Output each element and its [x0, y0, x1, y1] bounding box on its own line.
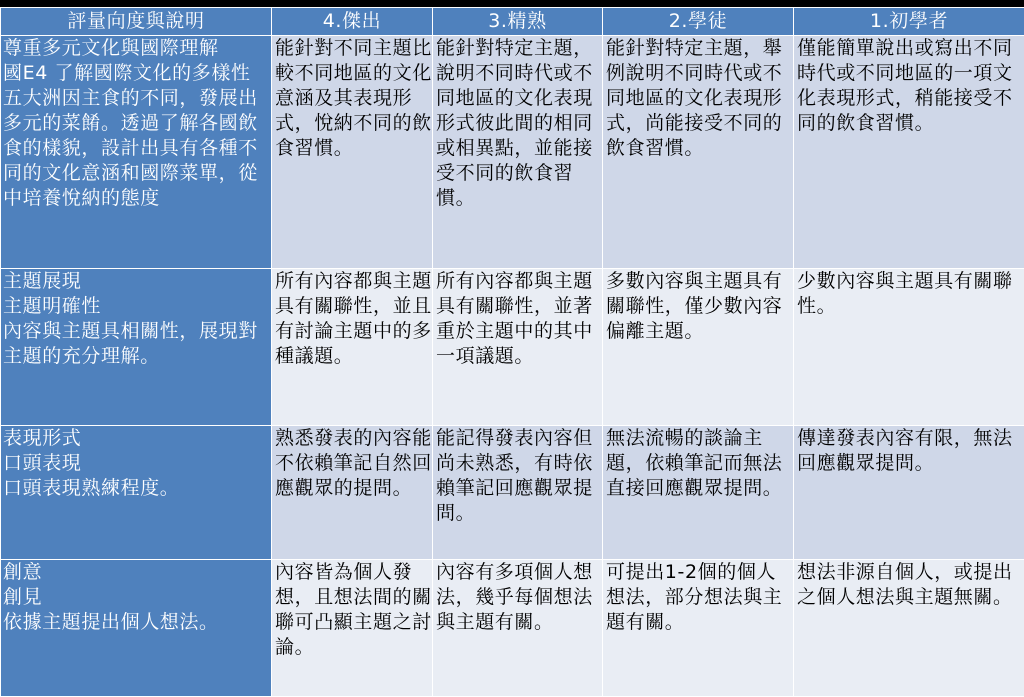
criterion-title: 創意	[3, 560, 43, 583]
criterion-cell	[1, 36, 272, 269]
criterion-title: 主題展現	[3, 269, 82, 292]
header-criteria: 評量向度與說明	[1, 8, 272, 36]
criterion-title: 尊重多元文化與國際理解	[3, 37, 219, 59]
table-row	[1, 268, 1024, 425]
level-4-cell: 所有內容都與主題具有關聯性，並且有討論主題中的多種議題。	[272, 268, 433, 425]
table-row	[1, 426, 1024, 559]
level-1-cell: 少數內容與主題具有關聯性。	[794, 268, 1024, 425]
criterion-cell	[1, 559, 272, 696]
criterion-subtitle: 創見	[3, 585, 43, 608]
rubric-table	[0, 7, 1024, 697]
level-3-cell: 內容有多項個人想法，幾乎每個想法與主題有關。	[433, 559, 603, 696]
criterion-description: 依據主題提出個人想法。	[3, 610, 219, 633]
header-level-2: 2.學徒	[603, 8, 794, 36]
level-4-cell: 熟悉發表的內容能不依賴筆記自然回應觀眾的提問。	[272, 426, 433, 559]
criterion-title: 表現形式	[3, 427, 82, 450]
header-level-3: 3.精熟	[433, 8, 603, 36]
criterion-description: 口頭表現熟練程度。	[3, 477, 180, 500]
header-level-1: 1.初學者	[794, 8, 1024, 36]
level-3-cell: 能針對特定主題，說明不同時代或不同地區的文化表現形式彼此間的相同或相異點，並能接受不同的飲食習慣。	[433, 36, 603, 269]
level-1-cell: 僅能簡單說出或寫出不同時代或不同地區的一項文化表現形式，稍能接受不同的飲食習慣。	[794, 36, 1024, 269]
level-3-cell: 所有內容都與主題具有關聯性，並著重於主題中的其中一項議題。	[433, 268, 603, 425]
level-1-cell: 想法非源自個人，或提出之個人想法與主題無關。	[794, 559, 1024, 696]
criterion-subtitle: 口頭表現	[3, 452, 82, 475]
header-row	[1, 8, 1024, 36]
criterion-cell	[1, 268, 272, 425]
criterion-description: 五大洲因主食的不同，發展出多元的菜餚。透過了解各國飲食的樣貌，設計出具有各種不同的文化意涵和國際菜單，從中培養悅納的態度	[3, 87, 258, 209]
level-1-cell: 傳達發表內容有限，無法回應觀眾提問。	[794, 426, 1024, 559]
table-row	[1, 559, 1024, 696]
level-2-cell: 能針對特定主題，舉例說明不同時代或不同地區的文化表現形式，尚能接受不同的飲食習慣。	[603, 36, 794, 269]
criterion-cell	[1, 426, 272, 559]
table-row	[1, 36, 1024, 269]
criterion-subtitle: 主題明確性	[3, 294, 102, 317]
level-4-cell: 內容皆為個人發想，且想法間的關聯可凸顯主題之討論。	[272, 559, 433, 696]
level-4-cell: 能針對不同主題比較不同地區的文化意涵及其表現形式，悅納不同的飲食習慣。	[272, 36, 433, 269]
level-2-cell: 可提出1-2個的個人想法，部分想法與主題有關。	[603, 559, 794, 696]
level-2-cell: 無法流暢的談論主題，依賴筆記而無法直接回應觀眾提問。	[603, 426, 794, 559]
criterion-description: 內容與主題具相關性，展現對主題的充分理解。	[3, 319, 258, 367]
criterion-subtitle: 國E4 了解國際文化的多樣性	[3, 62, 251, 84]
level-2-cell: 多數內容與主題具有關聯性，僅少數內容偏離主題。	[603, 268, 794, 425]
level-3-cell: 能記得發表內容但尚未熟悉，有時依賴筆記回應觀眾提問。	[433, 426, 603, 559]
header-level-4: 4.傑出	[272, 8, 433, 36]
